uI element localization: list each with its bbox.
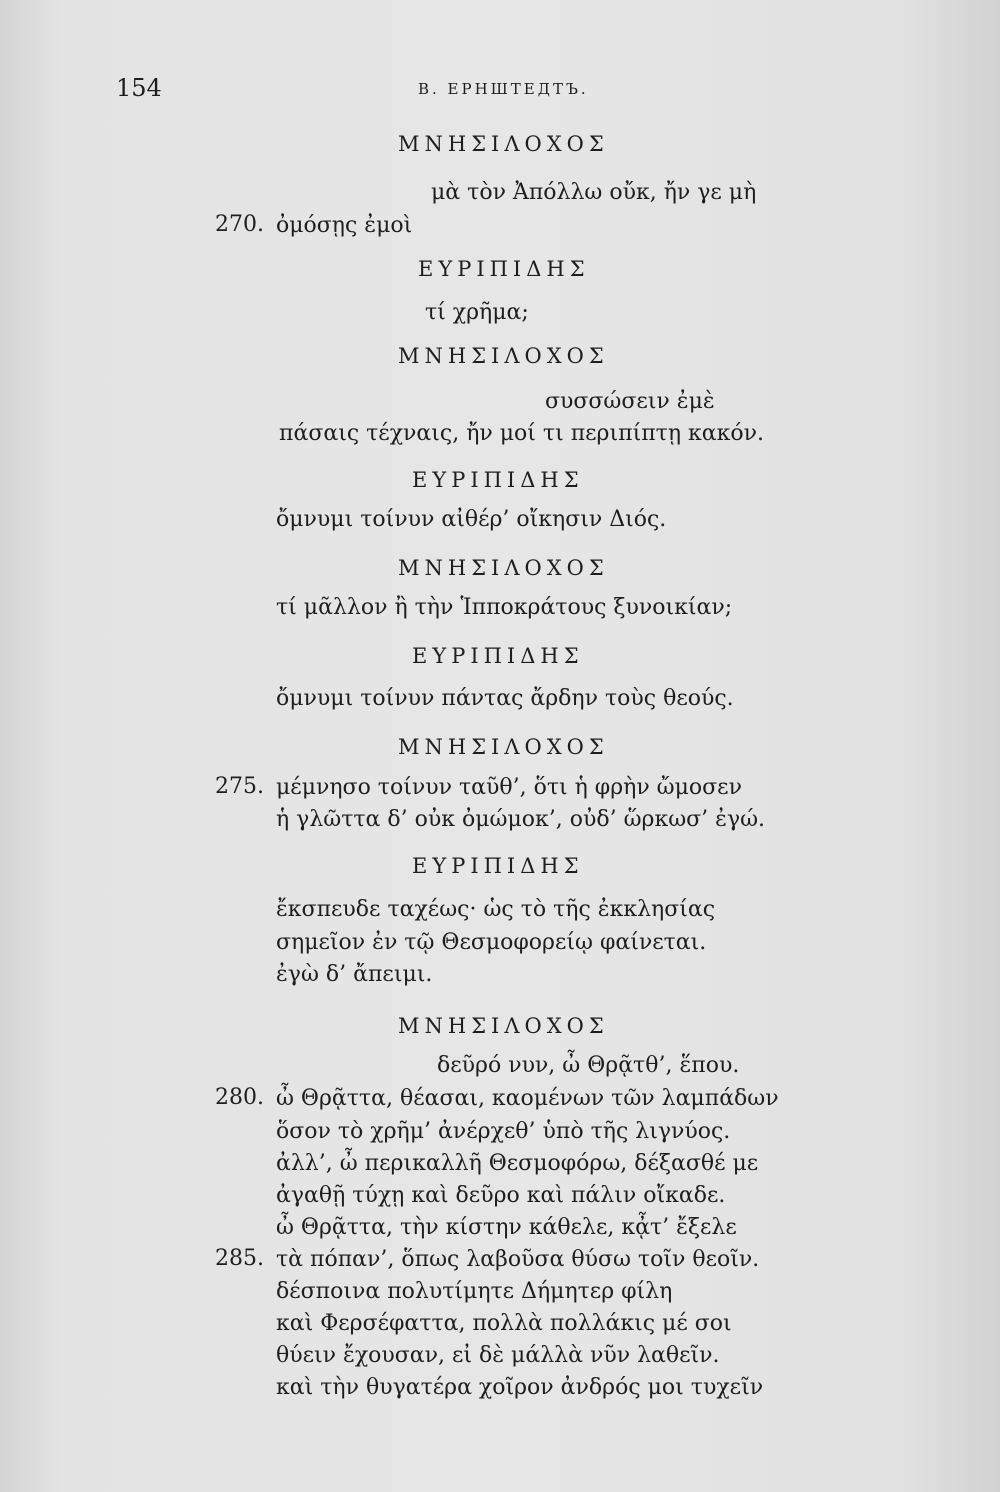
verse-line: ὦ Θρᾷττα, τὴν κίστην κάθελε, κᾆτ’ ἔξελε	[276, 1215, 737, 1240]
verse-line: τί μᾶλλον ἢ τὴν Ἱπποκράτους ξυνοικίαν;	[276, 595, 733, 620]
running-head: B. EPHШТЕДТЪ.	[418, 80, 589, 98]
page-number: 154	[116, 74, 162, 102]
speaker-label: ΜΝΗΣΙΛΟΧΟΣ	[398, 132, 609, 156]
verse-line: σημεῖον ἐν τῷ Θεσμοφορείῳ φαίνεται.	[276, 930, 707, 955]
verse-line: ὦ Θρᾷττα, θέασαι, καομένων τῶν λαμπάδων	[276, 1086, 779, 1111]
page-header	[0, 74, 1000, 104]
verse-line: θύειν ἔχουσαν, εἰ δὲ μάλλὰ νῦν λαθεῖν.	[276, 1343, 720, 1368]
line-number: 270.	[215, 212, 264, 237]
verse-line: συσσώσειν ἐμὲ	[545, 389, 715, 414]
speaker-label: ΜΝΗΣΙΛΟΧΟΣ	[398, 556, 609, 580]
verse-line: ὅσον τὸ χρῆμ’ ἀνέρχεθ’ ὑπὸ τῆς λιγνύος.	[276, 1119, 731, 1144]
verse-line: ὀμόσῃς ἐμοὶ	[276, 213, 413, 238]
speaker-label: ΜΝΗΣΙΛΟΧΟΣ	[398, 1014, 609, 1038]
verse-line: μὰ τὸν Ἀπόλλω οὔκ, ἤν γε μὴ	[431, 180, 757, 205]
speaker-label: ΕΥΡΙΠΙΔΗΣ	[412, 644, 584, 668]
verse-line: ὄμνυμι τοίνυν αἰθέρ’ οἴκησιν Διός.	[276, 507, 667, 532]
line-number: 285.	[215, 1246, 264, 1271]
line-number: 275.	[215, 774, 264, 799]
speaker-label: ΕΥΡΙΠΙΔΗΣ	[412, 468, 584, 492]
verse-line: ἐγὼ δ’ ἄπειμι.	[276, 962, 433, 987]
verse-line: μέμνησο τοίνυν ταῦθ’, ὅτι ἡ φρὴν ὤμοσεν	[276, 775, 742, 800]
speaker-label: ΕΥΡΙΠΙΔΗΣ	[418, 257, 590, 281]
verse-line: ἔκσπευδε ταχέως· ὡς τὸ τῆς ἐκκλησίας	[276, 897, 716, 922]
line-number: 280.	[215, 1085, 264, 1110]
verse-line: δέσποινα πολυτίμητε Δήμητερ φίλη	[276, 1279, 673, 1304]
verse-line: δεῦρό νυν, ὦ Θρᾷτθ’, ἕπου.	[437, 1053, 740, 1078]
verse-line: ἀλλ’, ὦ περικαλλῆ Θεσμοφόρω, δέξασθέ με	[276, 1151, 759, 1176]
speaker-label: ΜΝΗΣΙΛΟΧΟΣ	[398, 344, 609, 368]
verse-line: ἡ γλῶττα δ’ οὐκ ὀμώμοκ’, οὐδ’ ὥρκωσ’ ἐγώ.	[276, 807, 766, 832]
verse-line: τί χρῆμα;	[425, 300, 529, 325]
speaker-label: ΜΝΗΣΙΛΟΧΟΣ	[398, 735, 609, 759]
verse-line: καὶ Φερσέφαττα, πολλὰ πολλάκις μέ σοι	[276, 1311, 732, 1336]
speaker-label: ΕΥΡΙΠΙΔΗΣ	[412, 854, 584, 878]
verse-line: ὄμνυμι τοίνυν πάντας ἄρδην τοὺς θεούς.	[276, 686, 734, 711]
verse-line: καὶ τὴν θυγατέρα χοῖρον ἀνδρός μοι τυχεῖν	[276, 1375, 764, 1400]
verse-line: ἀγαθῇ τύχῃ καὶ δεῦρο καὶ πάλιν οἴκαδε.	[276, 1183, 726, 1208]
verse-line: τὰ πόπαν’, ὅπως λαβοῦσα θύσω τοῖν θεοῖν.	[276, 1247, 760, 1272]
verse-line: πάσαις τέχναις, ἤν μοί τι περιπίπτῃ κακόν.	[279, 421, 764, 446]
